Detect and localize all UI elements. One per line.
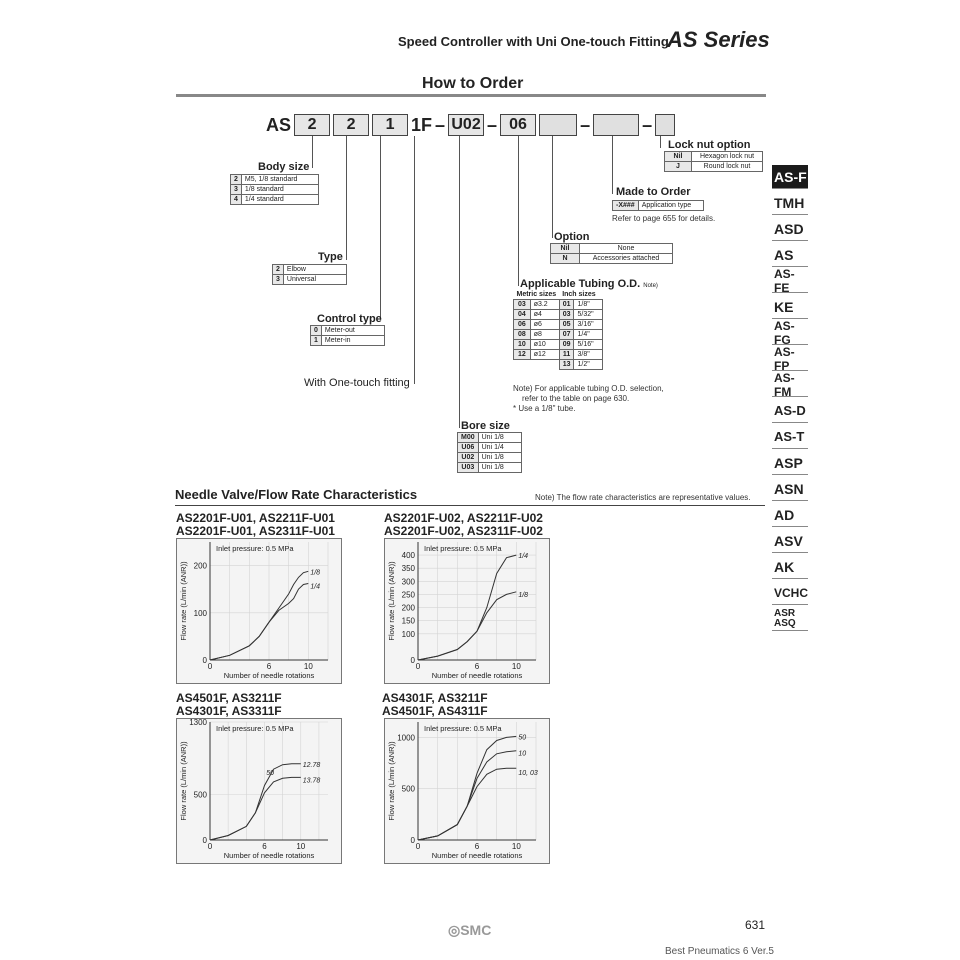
cell: U03 (458, 463, 479, 473)
y-tick-label: 300 (401, 577, 415, 587)
cell: 5/16" (574, 340, 603, 350)
tubing-table (513, 290, 603, 370)
leader-line (312, 136, 313, 168)
cell: None (580, 244, 673, 254)
y-tick-label: 0 (410, 656, 415, 665)
y-tick-label: 200 (193, 561, 207, 571)
x-tick-label: 6 (474, 842, 480, 851)
side-tab[interactable]: AS-FM (772, 373, 808, 397)
needle-note: Note) The flow rate characteristics are representative values. (535, 493, 751, 502)
y-axis-label: Flow rate (L/min (ANR)) (179, 561, 188, 641)
needle-heading: Needle Valve/Flow Rate Characteristics (175, 487, 418, 502)
cell: U02 (458, 453, 479, 463)
cell: Uni 1/4 (478, 443, 521, 453)
y-tick-label: 350 (401, 564, 415, 574)
code-dash: – (435, 114, 446, 135)
side-tab[interactable]: ASR ASQ (772, 607, 808, 631)
cell: 4 (231, 195, 242, 205)
cell: ø10 (530, 340, 559, 350)
cell: 1/8 standard (241, 185, 318, 195)
series-label: 1/4 (518, 553, 529, 561)
footer-brand: SMC (460, 922, 492, 938)
cell: Uni 1/8 (478, 463, 521, 473)
cell: 3/8" (574, 350, 603, 360)
section-rule (175, 505, 765, 506)
code-dash: – (580, 114, 591, 135)
y-axis-label: Flow rate (L/min (ANR)) (387, 741, 396, 821)
cell: U06 (458, 443, 479, 453)
cell: Meter-out (321, 326, 384, 336)
cell: Round lock nut (692, 162, 763, 172)
cell: 06 (514, 320, 531, 330)
y-tick-label: 1300 (189, 718, 207, 727)
side-tab[interactable]: AS-D (772, 399, 808, 423)
x-tick-label: 10 (296, 842, 306, 851)
series-label: 10, 03 (518, 770, 538, 778)
y-tick-label: 500 (193, 790, 207, 800)
lock-nut-table (664, 151, 763, 172)
cell (530, 360, 559, 370)
one-touch-label: With One-touch fitting (304, 377, 410, 389)
x-tick-label: 10 (303, 662, 313, 671)
y-tick-label: 500 (401, 784, 415, 794)
cell: 10 (514, 340, 531, 350)
x-tick-label: 0 (207, 662, 213, 671)
x-axis-label: Number of needle rotations (223, 851, 315, 860)
cell: 05 (559, 320, 574, 330)
cell: 12 (514, 350, 531, 360)
cell: Universal (283, 275, 346, 285)
x-tick-label: 6 (262, 842, 267, 851)
how-to-order-heading: How to Order (422, 75, 524, 92)
series-label: 12.78 (302, 761, 321, 769)
side-tab[interactable]: KE (772, 295, 808, 319)
cell: 03 (559, 310, 574, 320)
leader-line (660, 136, 661, 148)
series-label: 50 (518, 734, 527, 742)
y-tick-label: 0 (202, 656, 207, 665)
series-label: 13.78 (302, 777, 321, 785)
flow-chart (176, 538, 342, 684)
lock-nut-label: Lock nut option (668, 139, 751, 151)
code-tubing: 06 (500, 114, 536, 136)
side-tab[interactable]: AS-FG (772, 321, 808, 345)
section-rule (176, 94, 766, 97)
page-number: 631 (745, 918, 766, 932)
book-title: Best Pneumatics 6 Ver.5 (665, 946, 774, 957)
inset-label: Inlet pressure: 0.5 MPa (216, 724, 294, 733)
code-type: 2 (333, 114, 369, 136)
tubing-note-2: refer to the table on page 630. (522, 394, 630, 403)
flow-chart (384, 538, 550, 684)
side-tab[interactable]: ASD (772, 217, 808, 241)
cell: 09 (559, 340, 574, 350)
side-tab[interactable]: AS-F (772, 165, 808, 189)
series-label: 1/4 (310, 583, 321, 591)
y-tick-label: 0 (410, 836, 415, 845)
cell: Accessories attached (580, 254, 673, 264)
side-tab[interactable]: AS-FE (772, 269, 808, 293)
type-label: Type (318, 251, 343, 263)
annotation-label: 50 (266, 770, 275, 778)
tubing-label-text: Applicable Tubing O.D. (520, 278, 641, 290)
side-tab[interactable]: AK (772, 555, 808, 579)
cell: M00 (458, 433, 479, 443)
side-tab[interactable]: AD (772, 503, 808, 527)
x-axis-label: Number of needle rotations (431, 851, 523, 860)
side-tab[interactable]: ASN (772, 477, 808, 501)
code-body-size: 2 (294, 114, 330, 136)
side-tab[interactable]: VCHC (772, 581, 808, 605)
x-tick-label: 0 (415, 662, 421, 671)
cell: Nil (665, 152, 692, 162)
made-to-order-table (612, 200, 704, 211)
cell: 1 (311, 336, 322, 346)
made-to-order-note: Refer to page 655 for details. (612, 214, 716, 223)
tubing-note-3: * Use a 1/8" tube. (513, 404, 576, 413)
cell: 04 (514, 310, 531, 320)
side-tab[interactable]: AS-FP (772, 347, 808, 371)
y-tick-label: 400 (401, 551, 415, 561)
cell: 11 (559, 350, 574, 360)
cell: -X### (613, 201, 639, 211)
flow-chart (176, 718, 342, 864)
bore-size-label: Bore size (461, 420, 510, 432)
chart-title: AS2201F-U01, AS2211F-U01 AS2201F-U01, AS2311F-U01 (176, 511, 335, 538)
cell: 3/16" (574, 320, 603, 330)
series-label: 1/8 (518, 591, 529, 599)
control-type-label: Control type (317, 313, 382, 325)
cell: Inch sizes (562, 291, 596, 298)
code-prefix: AS (266, 114, 292, 135)
smc-logo-icon: ◎ (448, 922, 461, 938)
x-tick-label: 10 (511, 662, 521, 671)
y-tick-label: 200 (401, 603, 415, 613)
cell: J (665, 162, 692, 172)
cell: 13 (559, 360, 574, 370)
x-tick-label: 6 (474, 662, 480, 671)
series-label: 1/8 (310, 569, 321, 577)
tubing-label (520, 278, 658, 290)
side-tab[interactable]: ASV (772, 529, 808, 553)
bore-size-table (457, 432, 522, 473)
cell: 2 (231, 175, 242, 185)
cell: 07 (559, 330, 574, 340)
y-tick-label: 100 (401, 629, 415, 639)
code-dash: – (487, 114, 498, 135)
leader-line (552, 136, 553, 238)
cell: 2 (273, 265, 284, 275)
chart-title: AS2201F-U02, AS2211F-U02 AS2201F-U02, AS2311F-U02 (384, 511, 543, 538)
cell: Uni 1/8 (478, 433, 521, 443)
inset-label: Inlet pressure: 0.5 MPa (424, 724, 502, 733)
y-tick-label: 150 (401, 616, 415, 626)
x-axis-label: Number of needle rotations (431, 671, 523, 680)
code-made-to-order (593, 114, 639, 136)
code-option (539, 114, 577, 136)
cell: Metric sizes (516, 291, 557, 298)
y-tick-label: 0 (202, 836, 207, 845)
flow-chart (384, 718, 550, 864)
type-table (272, 264, 347, 285)
cell: Nil (551, 244, 580, 254)
cell: Elbow (283, 265, 346, 275)
y-tick-label: 1000 (397, 733, 415, 743)
cell: 01 (559, 300, 574, 310)
cell: ø4 (530, 310, 559, 320)
x-axis-label: Number of needle rotations (223, 671, 315, 680)
tubing-label-note: Note) (643, 283, 658, 289)
cell: ø12 (530, 350, 559, 360)
chart-title: AS4501F, AS3211F AS4301F, AS3311F (176, 691, 282, 718)
code-bore: U02 (448, 114, 484, 136)
control-type-table (310, 325, 385, 346)
chart-title: AS4301F, AS3211F AS4501F, AS4311F (382, 691, 488, 718)
cell: 1/8" (574, 300, 603, 310)
code-lock-nut (655, 114, 675, 136)
side-tab[interactable]: AS-T (772, 425, 808, 449)
x-tick-label: 10 (511, 842, 521, 851)
cell: ø6 (530, 320, 559, 330)
y-tick-label: 100 (193, 608, 207, 618)
cell: Meter-in (321, 336, 384, 346)
x-tick-label: 0 (207, 842, 213, 851)
series-label: AS Series (667, 27, 770, 52)
y-tick-label: 250 (401, 590, 415, 600)
cell: 1/4 standard (241, 195, 318, 205)
cell: 1/2" (574, 360, 603, 370)
leader-line (380, 136, 381, 320)
leader-line (518, 136, 519, 286)
inset-label: Inlet pressure: 0.5 MPa (216, 544, 294, 553)
code-fitting: 1F (411, 114, 433, 135)
footer-logo (448, 922, 491, 939)
body-size-label: Body size (258, 161, 310, 173)
inset-label: Inlet pressure: 0.5 MPa (424, 544, 502, 553)
cell: 5/32" (574, 310, 603, 320)
code-dash: – (642, 114, 653, 135)
body-size-table (230, 174, 319, 205)
cell: ø3.2 (530, 300, 559, 310)
cell: 1/4" (574, 330, 603, 340)
cell: M5, 1/8 standard (241, 175, 318, 185)
leader-line (414, 136, 415, 384)
y-axis-label: Flow rate (L/min (ANR)) (387, 561, 396, 641)
x-tick-label: 6 (266, 662, 272, 671)
side-tab[interactable]: AS (772, 243, 808, 267)
code-control: 1 (372, 114, 408, 136)
made-to-order-label: Made to Order (616, 186, 691, 198)
leader-line (612, 136, 613, 194)
cell: N (551, 254, 580, 264)
leader-line (346, 136, 347, 260)
cell: 3 (273, 275, 284, 285)
cell: ø8 (530, 330, 559, 340)
header-title: Speed Controller with Uni One-touch Fitting (398, 34, 669, 49)
cell (514, 360, 531, 370)
series-label: 10 (518, 750, 527, 758)
cell: Hexagon lock nut (692, 152, 763, 162)
cell: 03 (514, 300, 531, 310)
side-tabs (772, 165, 808, 633)
y-axis-label: Flow rate (L/min (ANR)) (179, 741, 188, 821)
side-tab[interactable]: ASP (772, 451, 808, 475)
tubing-note-1: Note) For applicable tubing O.D. selection, (513, 384, 664, 393)
option-table (550, 243, 673, 264)
order-code (266, 114, 675, 136)
leader-line (459, 136, 460, 428)
cell: Uni 1/8 (478, 453, 521, 463)
x-tick-label: 0 (415, 842, 421, 851)
cell: 0 (311, 326, 322, 336)
side-tab[interactable]: TMH (772, 191, 808, 215)
cell: Application type (638, 201, 703, 211)
cell: 3 (231, 185, 242, 195)
cell: 08 (514, 330, 531, 340)
option-label: Option (554, 231, 590, 243)
